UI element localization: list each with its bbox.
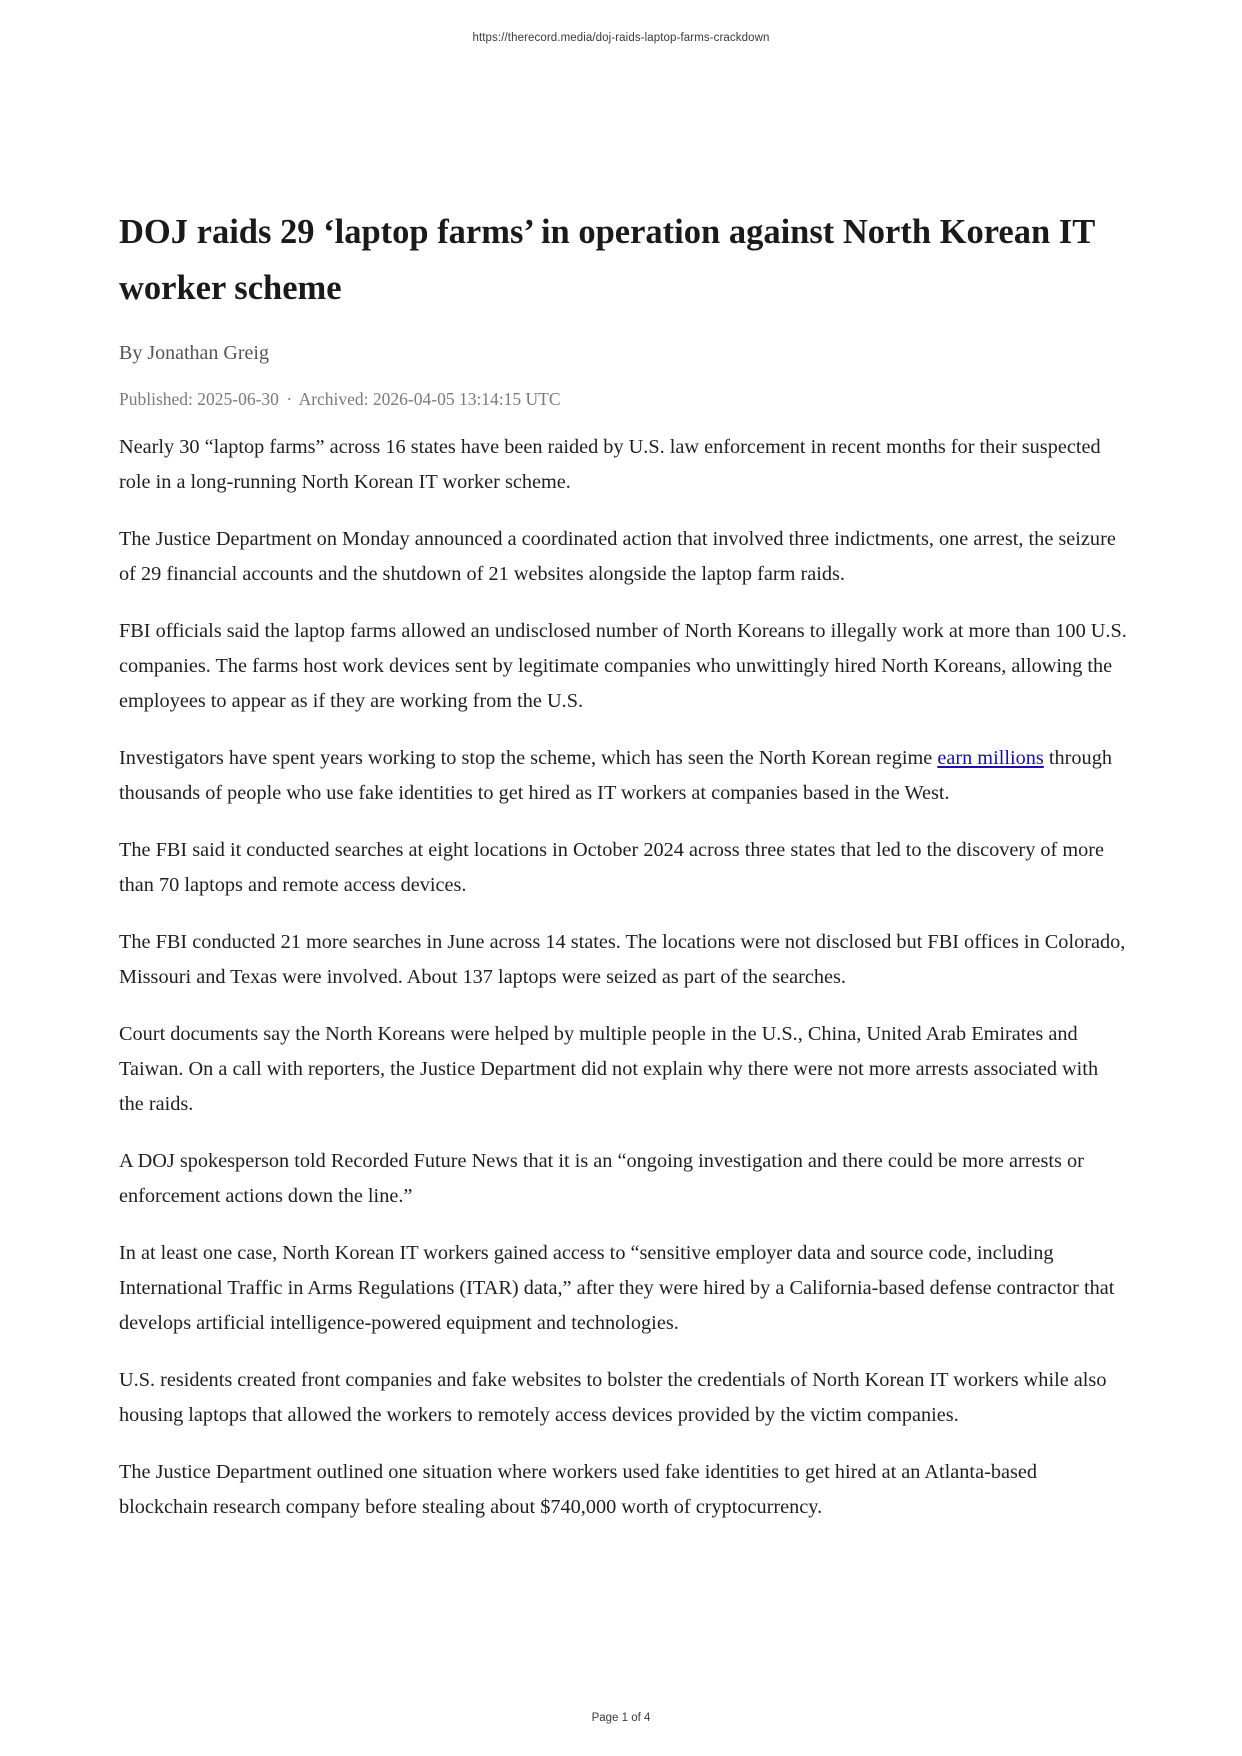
paragraph-7: Court documents say the North Koreans were helped by multiple people in the U.S., China, United Arab Emirates and Taiwan. On a call with reporters, the Justice Department did not explain why there were not more arrests associated with the raids. — [119, 1023, 1099, 1115]
byline: By Jonathan Greig — [119, 342, 269, 364]
paragraph-1: Nearly 30 “laptop farms” across 16 states have been raided by U.S. law enforcement in recent months for their suspected role in a long-running North Korean IT worker scheme. — [119, 436, 1101, 493]
published-date: Published: 2025-06-30 — [119, 389, 279, 409]
article — [119, 204, 1127, 1547]
date-separator: · — [286, 389, 293, 409]
paragraph-4-before: Investigators have spent years working to stop the scheme, which has seen the North Korean regime — [119, 747, 938, 769]
page-number: Page 1 of 4 — [591, 1712, 651, 1724]
paragraph-2: The Justice Department on Monday announced a coordinated action that involved three indictments, one arrest, the seizure of 29 financial accounts and the shutdown of 21 websites alongside the laptop farm raids. — [119, 528, 1116, 585]
page-url: https://therecord.media/doj-raids-laptop-farms-crackdown — [472, 32, 770, 44]
paragraph-6: The FBI conducted 21 more searches in June across 14 states. The locations were not disclosed but FBI offices in Colorado, Missouri and Texas were involved. About 137 laptops were seized as part of the searches. — [119, 931, 1126, 988]
paragraph-3: FBI officials said the laptop farms allowed an undisclosed number of North Koreans to illegally work at more than 100 U.S. companies. The farms host work devices sent by legitimate companies who unwittingly hired North Koreans, allowing the employees to appear as if they are working from the U.S. — [119, 620, 1127, 712]
paragraph-11: The Justice Department outlined one situation where workers used fake identities to get hired at an Atlanta-based blockchain research company before stealing about $740,000 worth of cryptocurrency. — [119, 1461, 1038, 1518]
paragraph-4 — [119, 741, 1127, 811]
article-body — [119, 430, 1127, 1525]
paragraph-4-after: through thousands of people who use fake identities to get hired as IT workers at companies based in the West. — [119, 747, 1112, 804]
paragraph-5: The FBI said it conducted searches at eight locations in October 2024 across three states that led to the discovery of more than 70 laptops and remote access devices. — [119, 839, 1105, 896]
paragraph-10: U.S. residents created front companies and fake websites to bolster the credentials of North Korean IT workers while also housing laptops that allowed the workers to remotely access devices provided by the victim companies. — [119, 1369, 1107, 1426]
archived-date: Archived: 2026-04-05 13:14:15 UTC — [298, 389, 561, 409]
publication-dates — [119, 386, 1127, 412]
earn-millions-link[interactable]: earn millions — [937, 747, 1044, 769]
paragraph-8: A DOJ spokesperson told Recorded Future News that it is an “ongoing investigation and there could be more arrests or enforcement actions down the line.” — [119, 1150, 1084, 1207]
paragraph-9: In at least one case, North Korean IT workers gained access to “sensitive employer data and source code, including International Traffic in Arms Regulations (ITAR) data,” after they were hired by a California-based defense contractor that develops artificial intelligence-powered equipment and technologies. — [119, 1242, 1115, 1334]
article-title: DOJ raids 29 ‘laptop farms’ in operation against North Korean IT worker scheme — [119, 213, 1095, 307]
